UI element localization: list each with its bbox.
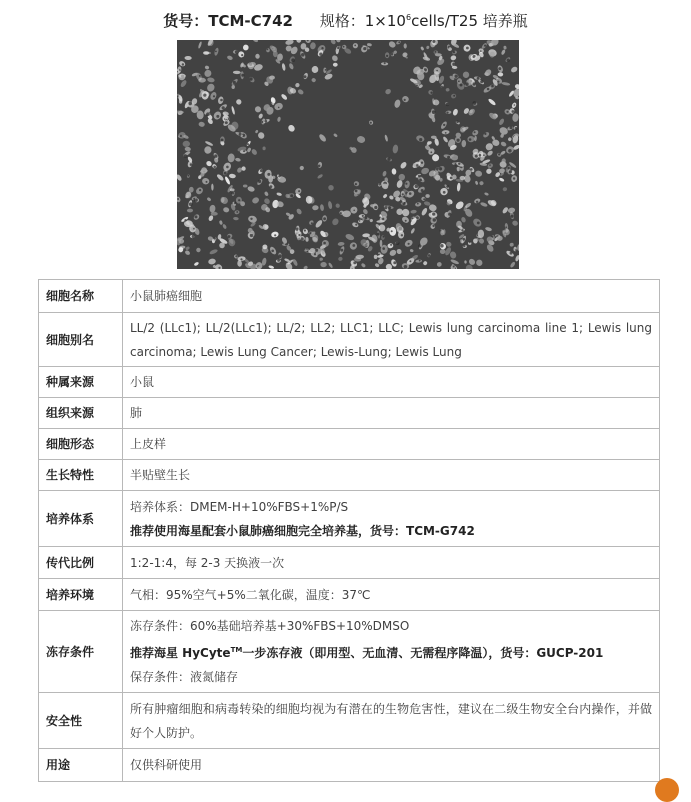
product-code: TCM-C742 <box>208 12 293 30</box>
value-safety: 所有肿瘤细胞和病毒转染的细胞均视为有潜在的生物危害性，建议在二级生物安全台内操作，并做好个人防护。 <box>130 701 652 740</box>
freezing-medium: 冻存条件：60%基础培养基+30%FBS+10%DMSO <box>130 619 410 633</box>
label-growth: 生长特性 <box>39 460 123 491</box>
culture-recommendation: 推荐使用海星配套小鼠肺癌细胞完全培养基，货号：TCM-G742 <box>130 523 475 538</box>
label-safety: 安全性 <box>39 693 123 749</box>
culture-system: 培养体系：DMEM-H+10%FBS+1%P/S <box>130 499 349 514</box>
row-tissue <box>39 398 660 429</box>
row-safety <box>39 693 660 749</box>
row-environment <box>39 579 660 611</box>
value-growth: 半贴壁生长 <box>123 460 660 491</box>
label-freezing: 冻存条件 <box>39 611 123 693</box>
label-culture: 培养体系 <box>39 491 123 547</box>
row-freezing <box>39 611 660 693</box>
label-tissue: 组织来源 <box>39 398 123 429</box>
freezing-rec-part1: 推荐海星 HyCyte <box>130 646 231 660</box>
label-passage: 传代比例 <box>39 547 123 579</box>
product-code-label: 货号： <box>163 12 209 30</box>
value-cell-alias: LL/2 (LLc1); LL/2(LLc1); LL/2; LL2; LLC1; LLC; Lewis lung carcinoma line 1; Lewis lung carcinoma; Lewis Lung Cancer; Lewis-Lung; Lewis Lung <box>130 320 652 359</box>
spec-suffix: cells/T25 培养瓶 <box>411 12 528 30</box>
row-cell-name <box>39 280 660 313</box>
row-growth <box>39 460 660 491</box>
value-environment: 气相：95%空气+5%二氧化碳，温度：37℃ <box>123 579 660 611</box>
value-usage: 仅供科研使用 <box>123 749 660 782</box>
value-cell-name: 小鼠肺癌细胞 <box>123 280 660 313</box>
trademark-mark: TM <box>230 646 243 654</box>
label-environment: 培养环境 <box>39 579 123 611</box>
cell-micrograph <box>177 40 519 269</box>
row-cell-alias <box>39 313 660 367</box>
label-species: 种属来源 <box>39 367 123 398</box>
freezing-rec-part2: 一步冻存液（即用型、无血清、无需程序降温），货号：GUCP-201 <box>242 646 604 660</box>
micrograph-image <box>177 40 519 269</box>
corner-badge <box>655 778 679 802</box>
row-morphology <box>39 429 660 460</box>
product-header <box>0 10 691 31</box>
cell-info-table <box>38 279 660 782</box>
label-morphology: 细胞形态 <box>39 429 123 460</box>
row-culture <box>39 491 660 547</box>
value-morphology: 上皮样 <box>123 429 660 460</box>
value-tissue: 肺 <box>123 398 660 429</box>
value-species: 小鼠 <box>123 367 660 398</box>
row-usage <box>39 749 660 782</box>
spec-label: 规格： <box>319 12 365 30</box>
label-usage: 用途 <box>39 749 123 782</box>
label-cell-name: 细胞名称 <box>39 280 123 313</box>
spec-prefix: 1×10 <box>364 12 406 30</box>
row-species <box>39 367 660 398</box>
storage-condition: 保存条件：液氮储存 <box>130 670 239 684</box>
value-passage: 1:2-1:4，每 2-3 天换液一次 <box>123 547 660 579</box>
spec-exponent: 6 <box>405 13 412 22</box>
row-passage <box>39 547 660 579</box>
freezing-recommendation <box>130 638 652 665</box>
label-cell-alias: 细胞别名 <box>39 313 123 367</box>
